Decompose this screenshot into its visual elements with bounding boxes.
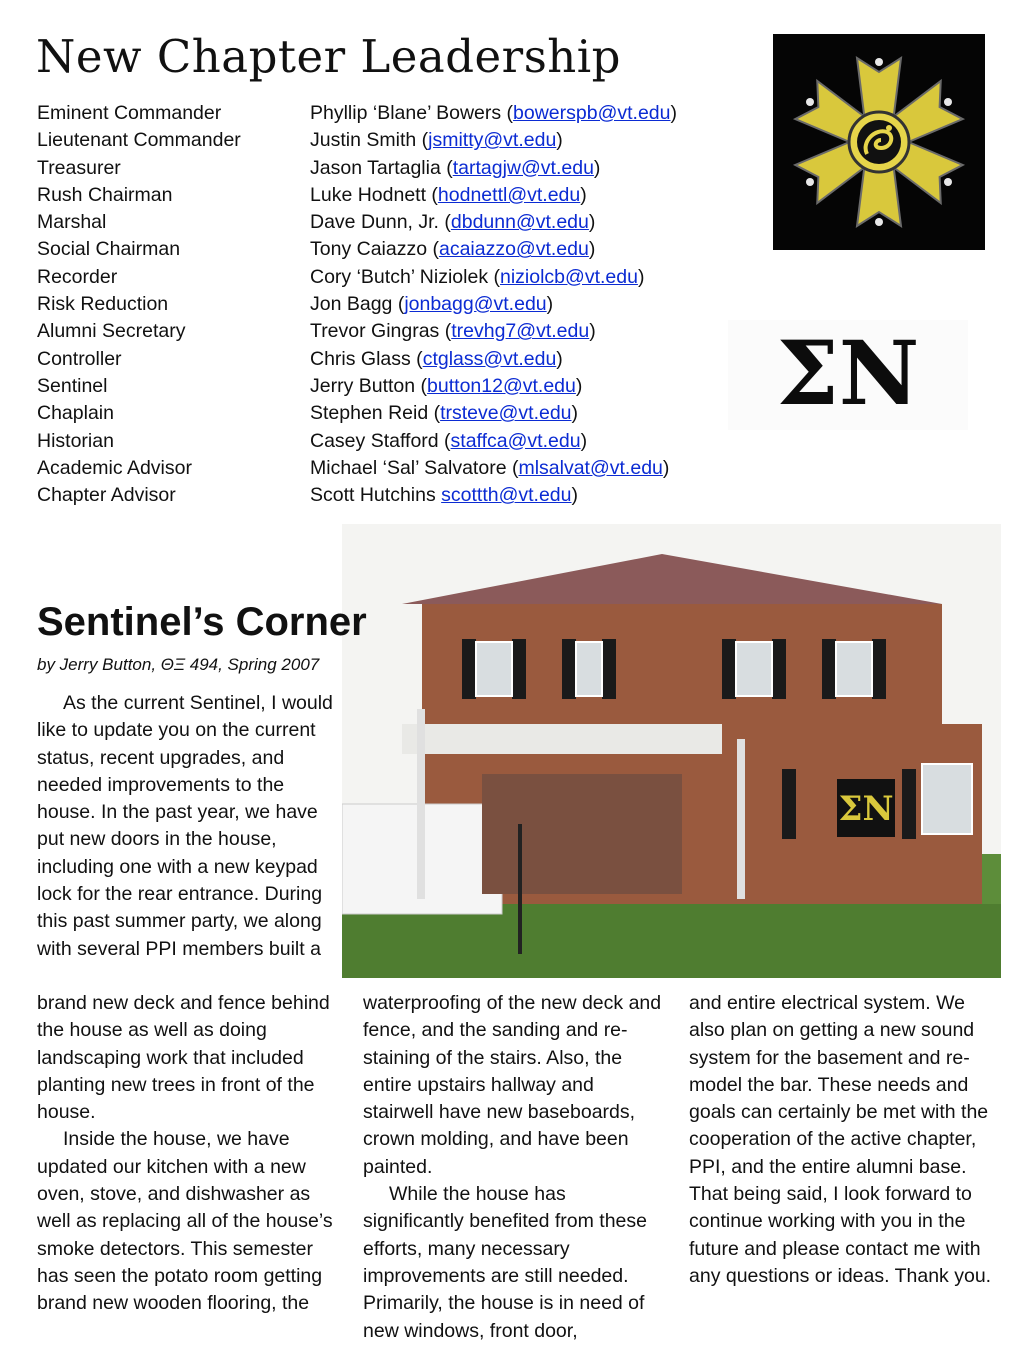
officer-role: Historian bbox=[37, 429, 114, 452]
officer-row bbox=[37, 264, 737, 291]
paragraph: Inside the house, we have updated our kitchen with a new oven, stove, and dishwasher as well as replacing all of the house’s smoke detectors. This semester has seen the potato room getting brand new wooden flooring, the bbox=[37, 1128, 333, 1315]
officer-name: Phyllip ‘Blane’ Bowers ( bbox=[310, 102, 514, 124]
officer-role: Sentinel bbox=[37, 374, 108, 397]
officer-contact bbox=[310, 209, 595, 236]
officer-contact bbox=[310, 318, 596, 345]
closing-paren: ) bbox=[580, 429, 588, 452]
sigma-nu-letters-icon bbox=[728, 320, 968, 430]
officer-role: Marshal bbox=[37, 211, 107, 234]
officer-role: Chaplain bbox=[37, 402, 114, 425]
sigma-nu-letters: ΣN bbox=[776, 321, 920, 425]
officer-role: Alumni Secretary bbox=[37, 320, 186, 343]
officer-name: Tony Caiazzo ( bbox=[310, 238, 439, 261]
officer-email-link[interactable]: scottth@vt.edu bbox=[441, 484, 572, 507]
closing-paren: ) bbox=[556, 129, 563, 152]
officer-contact bbox=[310, 182, 587, 209]
chapter-house-photo bbox=[342, 524, 1001, 978]
officer-row bbox=[37, 428, 737, 455]
officer-row bbox=[37, 400, 737, 427]
closing-paren: ) bbox=[589, 320, 596, 343]
article-title: Sentinel’s Corner bbox=[37, 600, 367, 644]
article-column-1-bottom bbox=[37, 990, 337, 1318]
svg-text:ΣN: ΣN bbox=[838, 789, 894, 829]
officer-email-link[interactable]: jonbagg@vt.edu bbox=[404, 293, 547, 316]
closing-paren: ) bbox=[637, 265, 645, 288]
article-column-3 bbox=[689, 990, 994, 1290]
officer-row bbox=[37, 209, 737, 236]
officer-contact bbox=[310, 127, 563, 154]
officer-contact bbox=[310, 264, 644, 291]
officer-role: Academic Advisor bbox=[37, 456, 192, 479]
officer-role: Treasurer bbox=[37, 156, 121, 179]
officer-email-link[interactable]: trsteve@vt.edu bbox=[440, 402, 572, 425]
officer-contact bbox=[310, 291, 553, 318]
officer-contact bbox=[310, 428, 587, 455]
badge-icon bbox=[773, 34, 985, 250]
officer-row bbox=[37, 182, 737, 209]
officer-row bbox=[37, 155, 737, 182]
paragraph: waterproofing of the new deck and fence, and the sanding and re-staining of the stairs. Also, the entire upstairs hallway and stairwell have new baseboards, crown molding, and have been painted. bbox=[363, 992, 662, 1178]
paragraph: While the house has significantly benefited from these efforts, many necessary improvements are still needed. Primarily, the house is in need of new windows, front door, bbox=[363, 1183, 647, 1342]
closing-paren: ) bbox=[571, 484, 578, 507]
officer-row bbox=[37, 346, 737, 373]
paragraph: and entire electrical system. We also plan on getting a new sound system for the basement and re-model the bar. These needs and goals can certainly be met with the cooperation of the active chapter, PPI, and the entire alumni base. That being said, I look forward to continue working with you in the future and please contact me with any questions or ideas. Thank you. bbox=[689, 992, 992, 1287]
officer-name: Jason Tartaglia ( bbox=[310, 156, 453, 179]
officer-row bbox=[37, 373, 737, 400]
officer-email-link[interactable]: button12@vt.edu bbox=[427, 374, 576, 397]
officer-row bbox=[37, 236, 737, 263]
officer-contact bbox=[310, 400, 578, 427]
article-column-2 bbox=[363, 990, 663, 1345]
closing-paren: ) bbox=[670, 102, 677, 124]
officer-roster bbox=[37, 100, 737, 509]
officer-contact bbox=[310, 346, 563, 373]
officer-role: Social Chairman bbox=[37, 238, 181, 261]
closing-paren: ) bbox=[588, 238, 596, 261]
officer-email-link[interactable]: staffca@vt.edu bbox=[450, 429, 581, 452]
closing-paren: ) bbox=[571, 402, 579, 425]
paragraph: As the current Sentinel, I would like to update you on the current status, recent upgrades, and needed improvements to the house. In the past year, we have put new doors in the house, including one with a new keypad lock for the rear entrance. During this past summer party, we along with several PPI members built a bbox=[37, 692, 333, 960]
officer-email-link[interactable]: trevhg7@vt.edu bbox=[451, 320, 590, 343]
officer-contact bbox=[310, 155, 600, 182]
officer-name: Jon Bagg ( bbox=[310, 293, 405, 316]
officer-row bbox=[37, 455, 737, 482]
officer-name: Cory ‘Butch’ Niziolek ( bbox=[310, 265, 500, 288]
officer-row bbox=[37, 482, 737, 509]
article-column-1-top bbox=[37, 690, 337, 963]
closing-paren: ) bbox=[593, 156, 601, 179]
officer-email-link[interactable]: jsmitty@vt.edu bbox=[428, 129, 557, 152]
officer-contact bbox=[310, 100, 677, 127]
officer-row bbox=[37, 127, 737, 154]
officer-email-link[interactable]: bowerspb@vt.edu bbox=[513, 102, 671, 124]
officer-email-link[interactable]: niziolcb@vt.edu bbox=[500, 265, 638, 288]
officer-contact bbox=[310, 236, 595, 263]
officer-name: Jerry Button ( bbox=[310, 374, 428, 397]
closing-paren: ) bbox=[588, 211, 596, 234]
leadership-title: New Chapter Leadership bbox=[36, 30, 621, 83]
closing-paren: ) bbox=[546, 293, 554, 316]
officer-contact bbox=[310, 482, 578, 509]
officer-email-link[interactable]: mlsalvat@vt.edu bbox=[518, 456, 663, 479]
officer-role: Eminent Commander bbox=[37, 102, 222, 124]
officer-contact bbox=[310, 455, 669, 482]
officer-name: Trevor Gingras ( bbox=[310, 320, 452, 343]
officer-contact bbox=[310, 373, 582, 400]
officer-role: Rush Chairman bbox=[37, 183, 173, 206]
officer-name: Luke Hodnett ( bbox=[310, 183, 438, 206]
closing-paren: ) bbox=[662, 456, 670, 479]
officer-name: Michael ‘Sal’ Salvatore ( bbox=[310, 456, 519, 479]
paragraph: brand new deck and fence behind the house as well as doing landscaping work that included planting new trees in front of the house. bbox=[37, 992, 330, 1124]
officer-name: Scott Hutchins bbox=[310, 484, 442, 507]
article-byline: by Jerry Button, ΘΞ 494, Spring 2007 bbox=[37, 655, 320, 674]
officer-email-link[interactable]: tartagjw@vt.edu bbox=[452, 156, 594, 179]
officer-role: Chapter Advisor bbox=[37, 484, 176, 507]
closing-paren: ) bbox=[575, 374, 583, 397]
officer-name: Stephen Reid ( bbox=[310, 402, 441, 425]
officer-role: Lieutenant Commander bbox=[37, 129, 241, 152]
officer-row bbox=[37, 291, 737, 318]
officer-name: Chris Glass ( bbox=[310, 347, 423, 370]
sigma-nu-logo bbox=[728, 320, 968, 430]
officer-email-link[interactable]: acaiazzo@vt.edu bbox=[438, 238, 589, 261]
officer-email-link[interactable]: hodnettl@vt.edu bbox=[437, 183, 581, 206]
officer-name: Dave Dunn, Jr. ( bbox=[310, 211, 451, 234]
officer-email-link[interactable]: dbdunn@vt.edu bbox=[450, 211, 589, 234]
officer-email-link[interactable]: ctglass@vt.edu bbox=[422, 347, 557, 370]
officer-row bbox=[37, 318, 737, 345]
officer-name: Casey Stafford ( bbox=[310, 429, 451, 452]
officer-role: Risk Reduction bbox=[37, 293, 169, 316]
officer-role: Controller bbox=[37, 347, 122, 370]
officer-name: Justin Smith ( bbox=[310, 129, 429, 152]
officer-role: Recorder bbox=[37, 265, 118, 288]
fraternity-emblem bbox=[773, 34, 985, 250]
officer-row bbox=[37, 100, 737, 127]
closing-paren: ) bbox=[556, 347, 563, 370]
closing-paren: ) bbox=[580, 183, 587, 206]
